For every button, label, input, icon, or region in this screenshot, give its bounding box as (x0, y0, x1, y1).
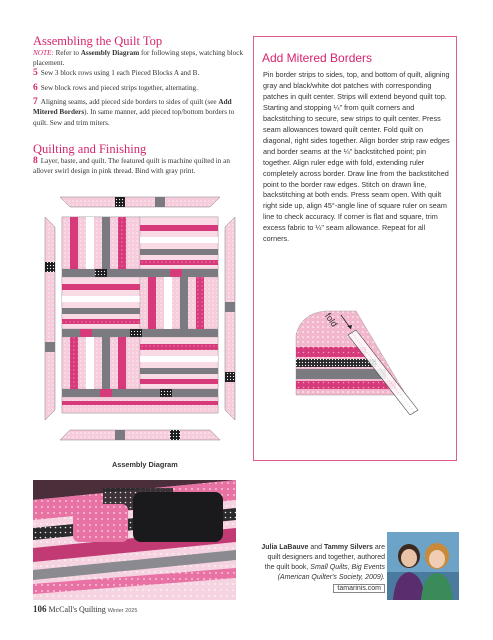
step-number: 5 (33, 68, 38, 78)
bio-line-3 (245, 563, 385, 573)
step-number: 6 (33, 83, 38, 93)
website-link[interactable]: tamarinis.com (333, 584, 385, 593)
step-5 (33, 68, 245, 78)
author-bio (245, 543, 385, 594)
page-number: 106 (33, 604, 47, 614)
step-number: 8 (33, 156, 38, 166)
step-text-after: ). In same manner, add pieced top/bottom borders to quilt. Sew and trim miters. (33, 108, 235, 127)
author-name-2: Tammy Silvers (324, 544, 373, 551)
right-border (225, 217, 235, 420)
mitered-borders-box (253, 36, 457, 461)
book-title: Small Quilts, Big Events (310, 564, 385, 571)
step-text: Sew 3 block rows using 1 each Pieced Blocks A and B. (40, 69, 200, 77)
step-number: 7 (33, 97, 38, 107)
note-text-before: Refer to (55, 49, 79, 57)
step-7 (33, 97, 245, 128)
author-photo (387, 532, 459, 600)
box-title: Add Mitered Borders (262, 51, 373, 65)
bio-line-2: quilt designers and together, authored (267, 554, 385, 561)
section-heading-assembling: Assembling the Quilt Top (33, 34, 163, 48)
issue-date: Winter 2025 (107, 608, 138, 614)
bottom-border (60, 430, 220, 440)
magazine-name: McCall's Quilting (48, 605, 106, 614)
top-border (60, 197, 220, 207)
step-text-before: Aligning seams, add pieced side borders to sides of quilt (see (40, 98, 217, 106)
step-text: Layer, baste, and quilt. The featured quilt is machine quilted in an allover swirl design in pink thread. Bind with gray print. (33, 157, 230, 176)
assembly-diagram (40, 192, 240, 452)
author-name-1: Julia LaBauve (261, 544, 309, 551)
bio-line-3-before: the quilt book, (264, 564, 309, 571)
bio-line-1-end: are (374, 544, 385, 551)
miter-illustration (286, 295, 426, 415)
note-text-bold: Assembly Diagram (80, 49, 140, 57)
note-paragraph (33, 48, 245, 69)
bio-line-1 (245, 543, 385, 553)
note-text-after: for following steps, watching block placement. (33, 49, 244, 68)
bio-and: and (310, 544, 323, 551)
step-8 (33, 156, 245, 177)
quilt-center (62, 217, 218, 413)
left-border (45, 217, 55, 420)
bio-website-row (245, 584, 385, 594)
page-footer (33, 604, 137, 614)
diagram-caption: Assembly Diagram (112, 460, 178, 469)
step-text-bold: Add Mitered Borders (33, 98, 232, 117)
box-body: Pin border strips to sides, top, and bottom of quilt, aligning gray and black/white dot patches with corresponding patches in quilt center. Strips will extend beyond quilt top. Starting and stopping ¼" from quilt corners and backstitching to secure, sew strips to quilt center. Press seam allowances toward quilt center. Fold quilt on diagonal, right sides together. Align border strip raw edges and border seams at the ¼" backstitched point; pin together. Align ruler edge with fold, extending ruler completely across border. Draw line from the backstitched point to the border raw edges. Stitch on drawn line, backstitching at both ends. Press seam open. With quilt right side up, align 45°-angle line of square ruler on seam line to check accuracy. If corner is flat and square, trim excess fabric to ¼" seam allowance. Repeat for all corners. (263, 70, 450, 244)
step-6 (33, 83, 245, 93)
quilt-photo (33, 480, 236, 600)
step-text: Sew block rows and pieced strips together, alternating. (40, 84, 198, 92)
section-heading-quilting: Quilting and Finishing (33, 142, 147, 156)
bio-line-4: (American Quilter's Society, 2009). (277, 574, 385, 581)
note-label: NOTE: (33, 49, 54, 57)
fold-label: fold (322, 311, 340, 329)
